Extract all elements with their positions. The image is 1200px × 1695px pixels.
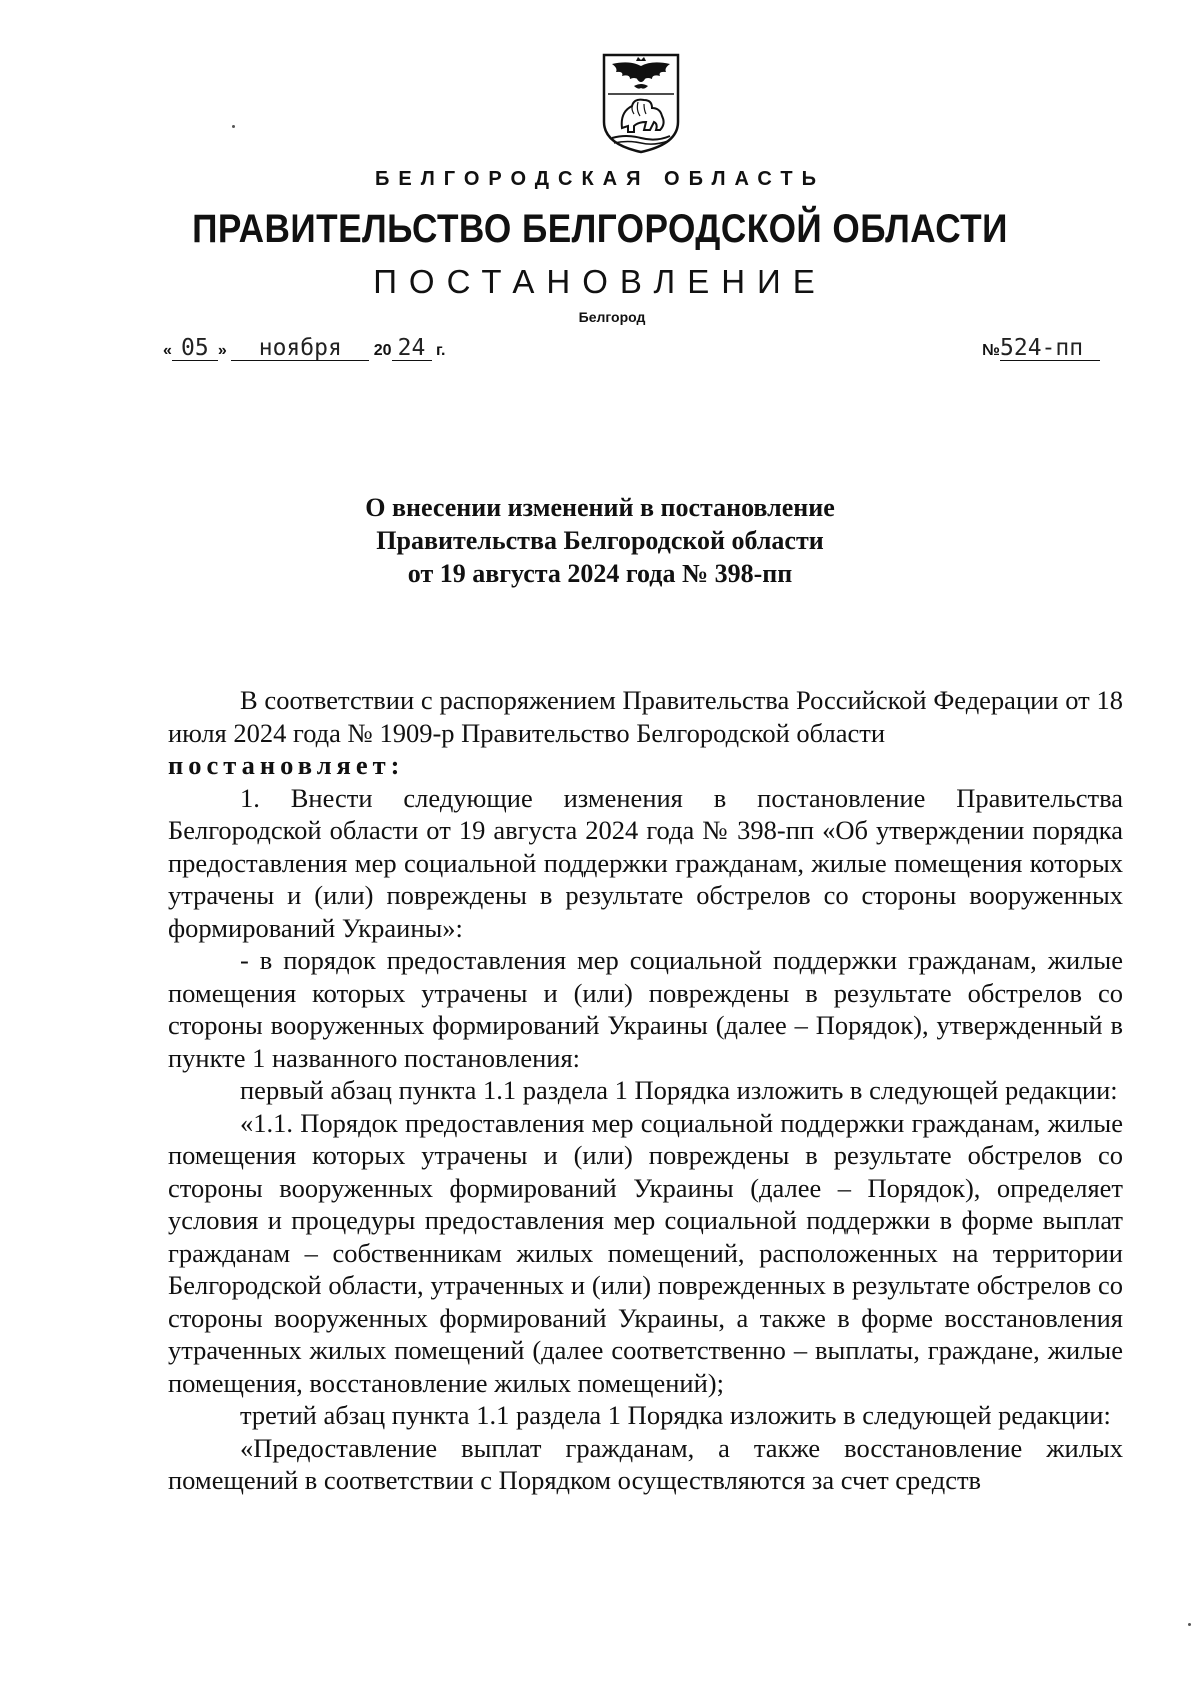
document-body	[168, 684, 1123, 1497]
date-day: 05	[172, 336, 218, 361]
date-year-prefix: 20	[373, 342, 392, 359]
government-name: ПРАВИТЕЛЬСТВО БЕЛГОРОДСКОЙ ОБЛАСТИ	[192, 207, 1008, 251]
document-date	[163, 336, 445, 361]
document-number	[982, 336, 1100, 361]
scan-speck	[1188, 1623, 1191, 1626]
body-paragraph: - в порядок предоставления мер социальной поддержки гражданам, жилые помещения которых утрачены и (или) повреждены в результате обстрелов со стороны вооруженных формирований Украины (далее – Порядок), утвержденный в пункте 1 названного постановления:	[168, 945, 1123, 1073]
title-line-3: от 19 августа 2024 года № 398-пп	[407, 559, 793, 588]
document-type: ПОСТАНОВЛЕНИЕ	[373, 263, 827, 300]
document-title	[0, 491, 1200, 590]
region-name: БЕЛГОРОДСКАЯ ОБЛАСТЬ	[375, 168, 825, 190]
resolves-word: постановляет:	[168, 750, 405, 780]
body-paragraph: «1.1. Порядок предоставления мер социальной поддержки гражданам, жилые помещения которых утрачены и (или) повреждены в результате обстрелов со стороны вооруженных формирований Украины (далее – Порядок), определяет условия и процедуры предоставления мер социальной поддержки в форме выплат гражданам – собственникам жилых помещений, расположенных на территории Белгородской области, утраченных и (или) поврежденных в результате обстрелов со стороны вооруженных формирований Украины, а также в форме восстановления утраченных жилых помещений (далее соответственно – выплаты, граждане, жилые помещения, восстановление жилых помещений);	[168, 1107, 1123, 1398]
title-line-1: О внесении изменений в постановление	[365, 493, 835, 522]
number-value: 524-пп	[1000, 336, 1100, 361]
date-year-unit: г.	[435, 342, 446, 359]
preamble-text: В соответствии с распоряжением Правительства Российской Федерации от 18 июля 2024 года № 1909-р Правительство Белгородской области	[168, 685, 1123, 748]
body-paragraph: первый абзац пункта 1.1 раздела 1 Порядка изложить в следующей редакции:	[240, 1075, 1118, 1105]
date-open-quote: «	[163, 342, 172, 359]
date-year-suffix: 24	[392, 336, 432, 361]
date-close-quote: »	[217, 342, 227, 359]
date-month: ноября	[231, 336, 369, 361]
number-sign: №	[982, 342, 1000, 359]
belgorod-coat-of-arms-icon	[600, 52, 682, 154]
body-paragraph: третий абзац пункта 1.1 раздела 1 Порядка изложить в следующей редакции:	[240, 1400, 1111, 1430]
body-paragraph: 1. Внести следующие изменения в постановление Правительства Белгородской области от 19 августа 2024 года № 398-пп «Об утверждении порядка предоставления мер социальной поддержки гражданам, жилые помещения которых утрачены и (или) повреждены в результате обстрелов со стороны вооруженных формирований Украины»:	[168, 782, 1123, 943]
body-paragraph: «Предоставление выплат гражданам, а также восстановление жилых помещений в соответствии с Порядком осуществляются за счет средств	[168, 1432, 1123, 1495]
city-name: Белгород	[578, 309, 646, 325]
preamble-paragraph	[168, 684, 1123, 749]
scan-speck	[232, 125, 235, 128]
resolves-paragraph	[168, 749, 1123, 782]
title-line-2: Правительства Белгородской области	[376, 526, 824, 555]
